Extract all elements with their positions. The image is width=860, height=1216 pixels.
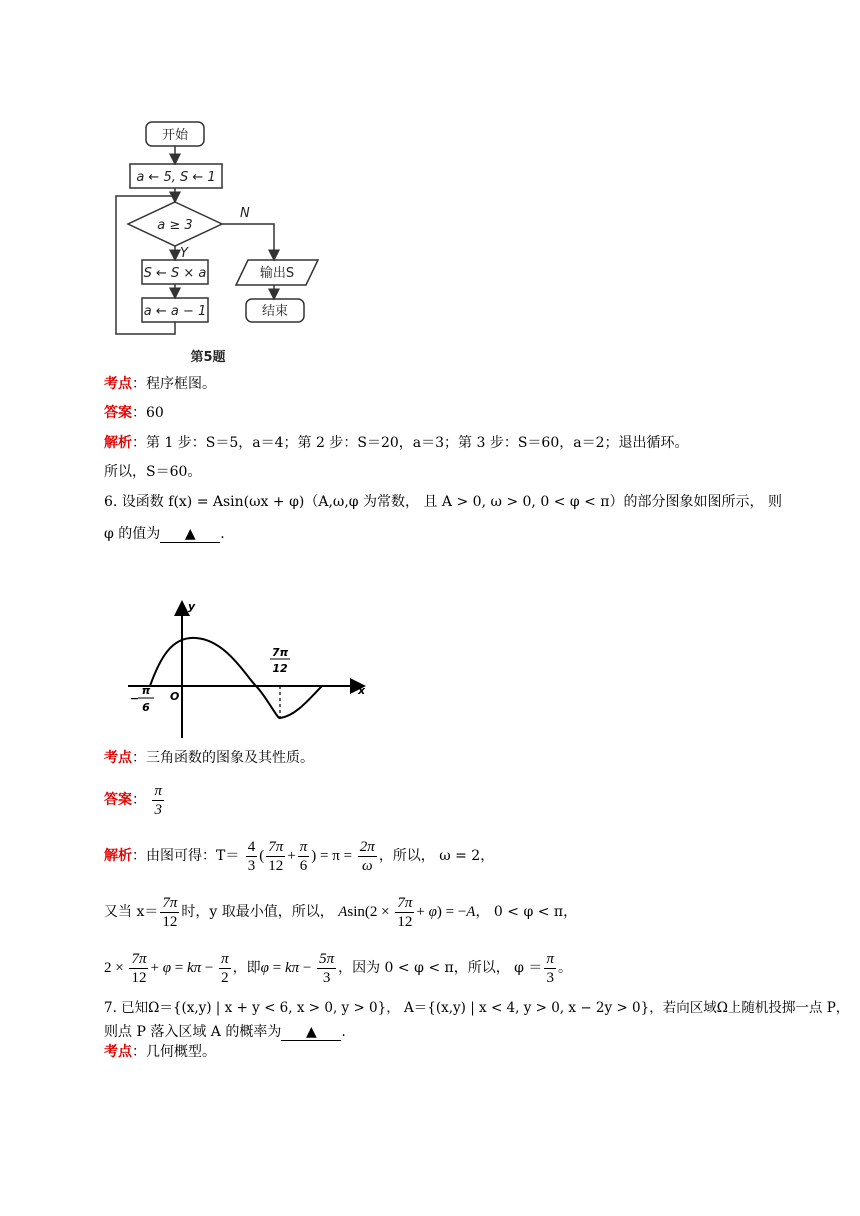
left-root-num: π <box>141 684 151 697</box>
fc-start-text: 开始 <box>161 128 189 143</box>
answer-fraction: $\frac{\pi}{3}$ <box>154 782 162 818</box>
fc-cond-text: a ≥ 3 <box>157 218 193 233</box>
sine-graph <box>128 598 372 740</box>
answer-blank: ▲ <box>160 526 220 543</box>
fc-no-label: N <box>240 206 250 221</box>
fc-init-text: a ← 5, S ← 1 <box>136 170 216 185</box>
q7-stem-line1: 7. 已知Ω＝{(x,y) | x + y < 6, x > 0, y > 0}， A＝{(x,y) | x < 4, y > 0, x − 2y > 0}，若向区域Ω上随机投掷一点 P， <box>104 1000 850 1016</box>
left-root-sign: − <box>130 692 140 705</box>
sine-curve <box>150 638 322 718</box>
origin-label: O <box>170 690 180 703</box>
fc-step1-text: S ← S × a <box>143 266 207 281</box>
answer-blank: ▲ <box>281 1024 341 1041</box>
left-root-den: 6 <box>142 701 150 714</box>
fc-end-text: 结束 <box>261 304 289 319</box>
q6-jiexi-line1: 解析：由图可得：T＝ $\frac{4}{3}$ ( $\frac{7\pi}{12}$ + $\frac{\pi}{6}$ ) = π = $\frac{2\pi}{\omega}$ ，所以， ω = 2， <box>104 838 495 874</box>
q6-jiexi-line3: 2 × $\frac{7\pi}{12}$ + φ = kπ − $\frac{\pi}{2}$ ，即φ = kπ − $\frac{5\pi}{3}$ ，因为 0 < φ < π，所以， φ ＝ $\frac{\pi}{3}$ 。 <box>104 950 572 986</box>
fc-output-text: 输出S <box>259 266 295 281</box>
q5-kaodian: 考点：程序框图。 <box>104 376 216 392</box>
q7-kaodian: 考点：几何概型。 <box>104 1044 216 1060</box>
q5-jiexi: 解析：第 1 步：S＝5，a＝4；第 2 步：S＝20，a＝3；第 3 步：S＝60，a＝2；退出循环。 <box>104 435 689 451</box>
q7-stem-line2: 则点 P 落入区域 A 的概率为 ▲ . <box>104 1024 346 1040</box>
q6-stem-line1: 6. 设函数 f(x) = Asin(ωx + φ)（A,ω,φ 为常数， 且 A > 0, ω > 0, 0 < φ < π）的部分图象如图所示， 则 <box>104 494 782 510</box>
q5-conclusion: 所以，S＝60。 <box>104 464 202 480</box>
y-axis-label: y <box>188 600 196 613</box>
fc-step2-text: a ← a − 1 <box>143 304 207 319</box>
right-mark-num: 7π <box>271 646 289 659</box>
q6-jiexi-line2: 又当 x＝ $\frac{7\pi}{12}$ 时，y 取最小值，所以， Asin(2 × $\frac{7\pi}{12}$ + φ) = −A， 0 < φ < π， <box>104 894 578 930</box>
flowchart-figure <box>108 117 320 369</box>
q6-kaodian: 考点：三角函数的图象及其性质。 <box>104 750 314 766</box>
q6-answer: 答案： $\frac{\pi}{3}$ <box>104 782 162 818</box>
right-mark-den: 12 <box>272 662 288 675</box>
q5-answer: 答案：60 <box>104 405 164 421</box>
q6-stem-line2: φ 的值为 ▲ . <box>104 526 225 542</box>
x-axis-label: x <box>358 684 366 697</box>
fc-yes-label: Y <box>180 246 188 261</box>
fc-caption: 第5题 <box>190 350 226 365</box>
